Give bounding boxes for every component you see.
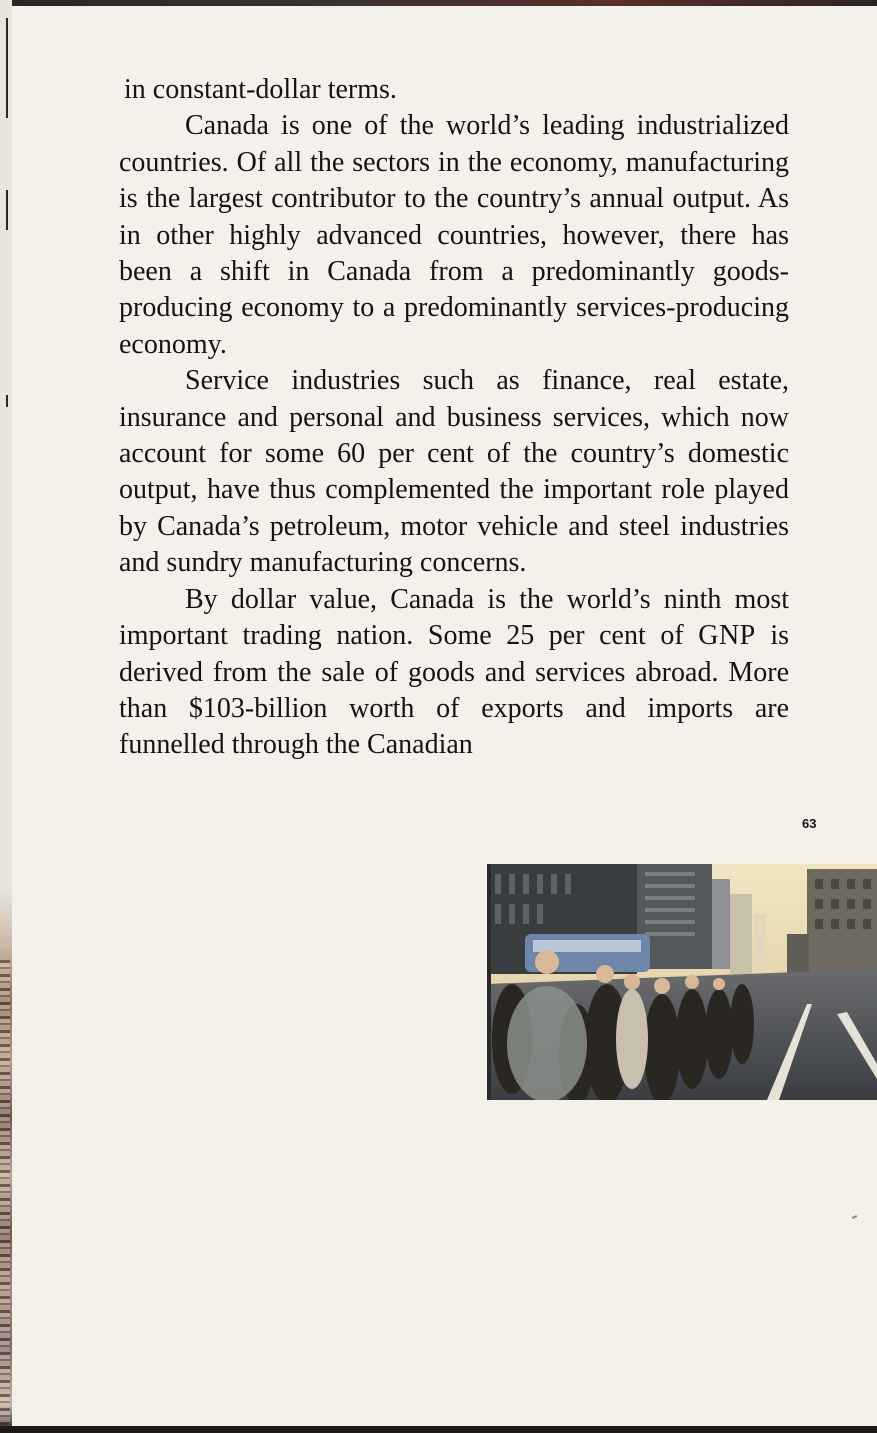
binding-stripes <box>0 960 10 1425</box>
edge-mark <box>6 395 8 407</box>
paragraph-text-start: By dollar value, Canada is the world’s ninth most important trading nation. Some 25 per cent of <box>119 583 789 652</box>
paragraph-text-end: is derived from the sale of goods and services abroad. More than $103-billion worth of exports and imports are funnelled through the Canadian <box>119 620 789 761</box>
edge-mark <box>6 190 8 230</box>
page-top-edge <box>0 0 877 6</box>
body-text <box>119 72 789 764</box>
edge-mark <box>6 18 8 118</box>
gnp-abbreviation: GNP <box>698 620 756 652</box>
street-scene-photo <box>487 864 877 1100</box>
paragraph-service-industries: Service industries such as finance, real estate, insurance and personal and business services, which now account for some 60 per cent of the country’s domestic output, have thus complemented the important role played by Canada’s petroleum, motor vehicle and steel industries and sundry manufacturing concerns. <box>119 365 789 579</box>
paper-speck <box>852 1215 857 1219</box>
page-bottom-edge <box>0 1426 877 1433</box>
paragraph-continuation: in constant-dollar terms. <box>124 74 397 105</box>
paragraph-industrialized: Canada is one of the world’s leading industrialized countries. Of all the sectors in the economy, manufacturing is the largest contributor to the country’s annual output. As in other highly advanced countries, however, there has been a shift in Canada from a predominantly goods-producing economy to a predominantly services-producing economy. <box>119 110 789 360</box>
paragraph-trading-nation <box>119 582 789 764</box>
photo-illustration <box>487 864 877 1100</box>
page-number: 63 <box>802 816 817 831</box>
